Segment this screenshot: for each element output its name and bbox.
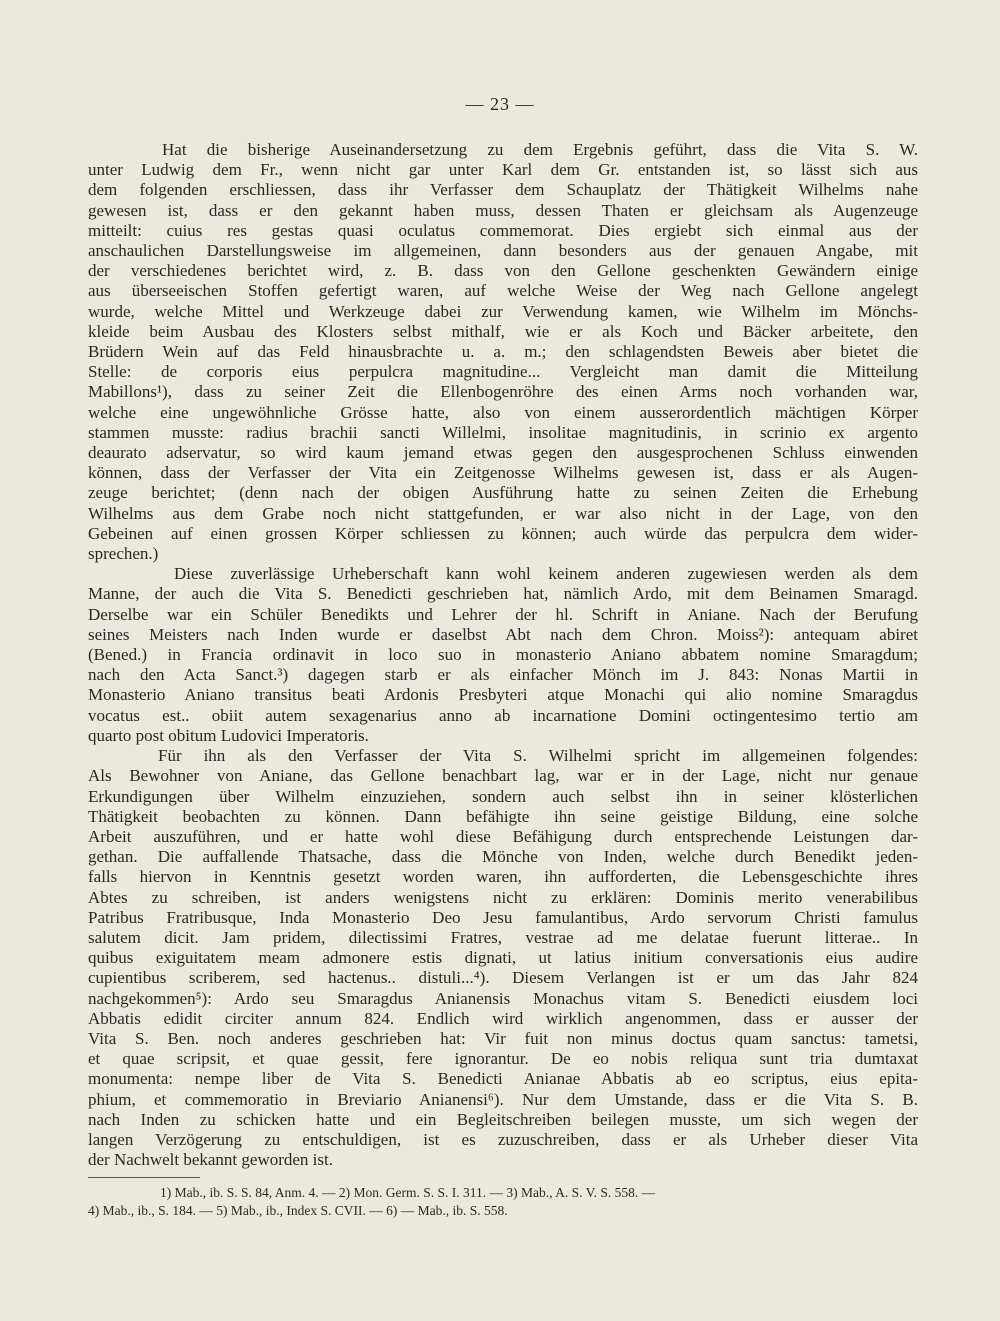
text-line: (Bened.) in Francia ordinavit in loco suo in monasterio Aniano abbatem nomine Smaragdum;: [88, 645, 918, 665]
text-line: Derselbe war ein Schüler Benedikts und Lehrer der hl. Schrift in Aniane. Nach der Berufung: [88, 604, 918, 624]
text-line: nach den Acta Sanct.³) dagegen starb er als einfacher Mönch im J. 843: Nonas Martii in: [88, 665, 918, 685]
text-line: zeuge berichtet; (denn nach der obigen Ausführung hatte zu seinen Zeiten die Erhebung: [88, 483, 918, 503]
text-line: Diese zuverlässige Urheberschaft kann wohl keinem anderen zugewiesen werden als dem: [174, 564, 918, 584]
text-line: Als Bewohner von Aniane, das Gellone benachbart lag, war er in der Lage, nicht nur genaue: [88, 766, 918, 786]
text-line: Wilhelms aus dem Grabe noch nicht stattgefunden, er war also nicht in der Lage, von den: [88, 503, 918, 523]
text-line: Monasterio Aniano transitus beati Ardonis Presbyteri atque Monachi qui alio nomine Smaragdus: [88, 685, 918, 705]
text-line: Hat die bisherige Auseinandersetzung zu dem Ergebnis geführt, dass die Vita S. W.: [162, 140, 918, 159]
text-line: Mabillons¹), dass zu seiner Zeit die Ellenbogenröhre des einen Arms noch vorhanden war,: [88, 382, 918, 402]
footnote-line: 4) Mab., ib., S. 184. — 5) Mab., ib., Index S. CVII. — 6) — Mab., ib. S. 558.: [88, 1203, 508, 1218]
text-line: gethan. Die auffallende Thatsache, dass die Mönche von Inden, welche durch Benedikt jeden-: [88, 847, 918, 867]
text-line: der verschiedenes berichtet wird, z. B. dass von den Gellone geschenkten Gewändern einige: [88, 261, 918, 281]
text-line: monumenta: nempe liber de Vita S. Benedicti Anianae Abbatis ab eo scriptus, eius epita-: [88, 1069, 918, 1089]
text-line: Manne, der auch die Vita S. Benedicti geschrieben hat, nämlich Ardo, mit dem Beinamen Smaragd.: [88, 584, 918, 604]
text-line: Vita S. Ben. noch anderes geschrieben hat: Vir fuit non minus doctus quam sanctus: tametsi,: [88, 1028, 918, 1048]
text-line: vocatus est.. obiit autem sexagenarius anno ab incarnatione Domini octingentesimo tertio am: [88, 705, 918, 725]
footnote-divider: [88, 1177, 200, 1178]
text-line: deaurato adservatur, so wird kaum jemand etwas gegen den ausgesprochenen Schluss einwenden: [88, 443, 918, 463]
text-line: seines Meisters nach Inden wurde er daselbst Abt nach dem Chron. Moiss²): antequam abiret: [88, 624, 918, 644]
text-line: aus überseeischen Stoffen gefertigt waren, auf welche Weise der Weg nach Gellone angelegt: [88, 281, 918, 301]
text-line: kleide beim Ausbau des Klosters selbst mithalf, wie er als Koch und Bäcker arbeitete, den: [88, 321, 918, 341]
text-line: nach Inden zu schicken hatte und ein Begleitschreiben beilegen musste, um sich wegen der: [88, 1109, 918, 1129]
text-line: salutem dicit. Jam pridem, dilectissimi Fratres, vestrae ad me delatae fuerunt litterae.. In: [88, 927, 918, 947]
page-number: — 23 —: [465, 94, 535, 114]
text-line: anschaulichen Darstellungsweise im allgemeinen, dann besonders aus der genauen Angabe, mit: [88, 241, 918, 261]
text-line: sprechen.): [88, 544, 159, 564]
text-line: gewesen ist, dass er den gekannt haben muss, dessen Thaten er gleichsam als Augenzeuge: [88, 200, 918, 220]
text-line: mitteilt: cuius res gestas quasi oculatus commemorat. Dies ergiebt sich einmal aus der: [88, 220, 918, 240]
text-line: unter Ludwig dem Fr., wenn nicht gar unter Karl dem Gr. entstanden ist, so lässt sich aus: [88, 160, 918, 180]
paragraph-3: [88, 746, 918, 1170]
text-line: Stelle: de corporis eius perpulcra magnitudine... Vergleicht man damit die Mitteilung: [88, 362, 918, 382]
text-line: Gebeinen auf einen grossen Körper schliessen zu können; auch würde das perpulcra dem wider-: [88, 523, 918, 543]
text-line: Abtes zu schreiben, ist anders wenigstens nicht zu erklären: Dominis merito venerabilibus: [88, 887, 918, 907]
text-line: stammen musste: radius brachii sancti Willelmi, insolitae magnitudinis, in scrinio ex argento: [88, 422, 918, 442]
text-line: et quae scripsit, et quae gessit, fere ignorantur. De eo nobis reliqua sunt tria dumtaxat: [88, 1049, 918, 1069]
text-line: Für ihn als den Verfasser der Vita S. Wilhelmi spricht im allgemeinen folgendes:: [158, 746, 918, 766]
text-line: Thätigkeit beobachten zu können. Dann befähigte ihn seine geistige Bildung, eine solche: [88, 806, 918, 826]
footnote-line: 1) Mab., ib. S. S. 84, Anm. 4. — 2) Mon. Germ. S. S. I. 311. — 3) Mab., A. S. V. S. 558. —: [160, 1185, 656, 1200]
text-line: falls hiervon in Kenntnis gesetzt worden waren, ihn aufforderten, die Lebensgeschichte ihres: [88, 867, 918, 887]
body-text: [88, 140, 918, 1170]
footnotes: [88, 1184, 918, 1220]
text-line: Patribus Fratribusque, Inda Monasterio Deo Jesu famulantibus, Ardo servorum Christi famulus: [88, 907, 918, 927]
text-line: cupientibus scriberem, sed hactenus.. distuli...⁴). Diesem Verlangen ist er um das Jahr 824: [88, 968, 918, 988]
text-line: welche eine ungewöhnliche Grösse hatte, also von einem ausserordentlich mächtigen Körper: [88, 402, 918, 422]
text-line: Abbatis edidit circiter annum 824. Endlich wird wirklich angenommen, dass er ausser der: [88, 1008, 918, 1028]
text-line: Arbeit auszuführen, und er hatte wohl diese Befähigung durch entsprechende Leistungen dar-: [88, 826, 918, 846]
text-line: der Nachwelt bekannt geworden ist.: [88, 1150, 333, 1170]
text-line: phium, et commemoratio in Breviario Anianensi⁶). Nur dem Umstande, dass er die Vita S. B.: [88, 1089, 918, 1109]
text-line: quarto post obitum Ludovici Imperatoris.: [88, 725, 369, 745]
paragraph-1: [88, 140, 918, 564]
text-line: langen Verzögerung zu entschuldigen, ist es zuzuschreiben, dass er als Urheber dieser Vita: [88, 1129, 918, 1149]
text-line: nachgekommen⁵): Ardo seu Smaragdus Anianensis Monachus vitam S. Benedicti eiusdem loci: [88, 988, 918, 1008]
paragraph-2: [88, 564, 918, 746]
text-line: dem folgenden erschliessen, dass ihr Verfasser dem Schauplatz der Thätigkeit Wilhelms nahe: [88, 180, 918, 200]
text-line: Erkundigungen über Wilhelm einzuziehen, sondern auch selbst ihn in seiner klösterlichen: [88, 786, 918, 806]
text-line: können, dass der Verfasser der Vita ein Zeitgenosse Wilhelms gewesen ist, dass er als Augen-: [88, 463, 918, 483]
text-line: wurde, welche Mittel und Werkzeuge dabei zur Verwendung kamen, wie Wilhelm im Mönchs-: [88, 301, 918, 321]
text-line: quibus exiguitatem meam admonere estis dignati, ut latius initium conversationis eius audire: [88, 948, 918, 968]
text-line: Brüdern Wein auf das Feld hinausbrachte u. a. m.; den schlagendsten Beweis aber bietet die: [88, 342, 918, 362]
